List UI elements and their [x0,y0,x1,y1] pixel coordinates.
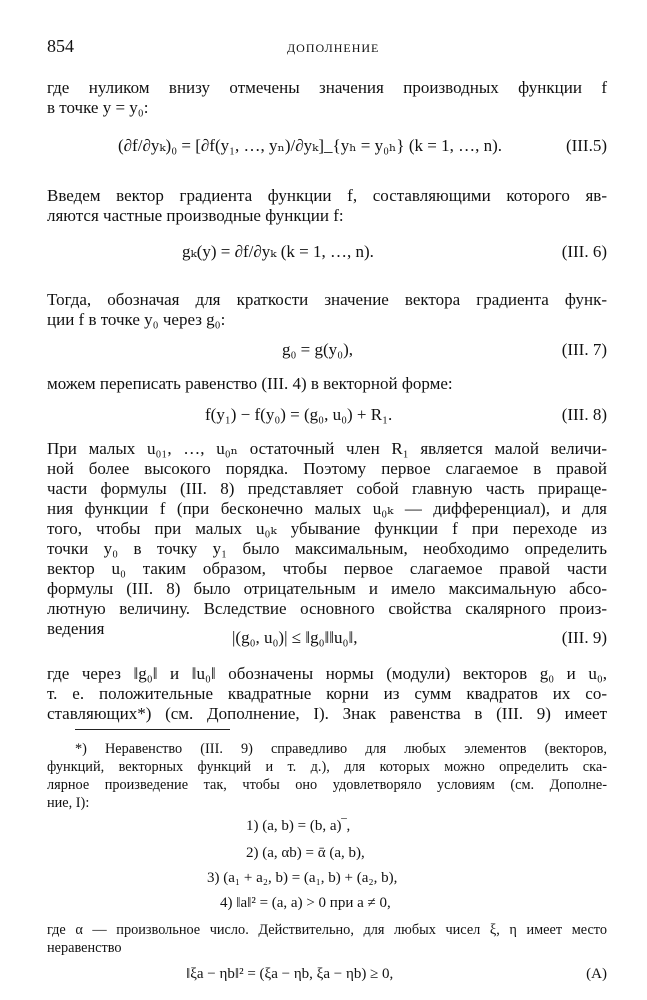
equation-number: (A) [586,966,607,982]
text-line: лютную величину. Вследствие основного свойства скалярного произ- [47,599,607,618]
text-line: того, чтобы при малых u₀ₖ убывание функции f при переходе из [47,519,607,538]
condition-2: 2) (a, αb) = ᾱ (a, b), [246,845,365,861]
equation-number: (III. 7) [561,340,607,359]
equation-III6: gₖ(y) = ∂f/∂yₖ (k = 1, …, n). [182,242,374,261]
text-line: ции f в точке y₀ через g₀: [47,310,226,329]
text-line: Введем вектор градиента функции f, составляющими которого яв- [47,186,607,205]
condition-3: 3) (a₁ + a₂, b) = (a₁, b) + (a₂, b), [207,870,398,886]
text-line: вектор u₀ таким образом, чтобы первое слагаемое правой части [47,559,607,578]
text-line: в точке y = y₀: [47,98,149,117]
equation-number: (III.5) [565,136,607,155]
text-line: формулы (III. 8) было отрицательным и имело максимальную абсо- [47,579,607,598]
text-line: ляются частные производные функции f: [47,206,344,225]
text-line: При малых u₀₁, …, u₀ₙ остаточный член R₁ является малой величи- [47,439,607,458]
footnote-line: неравенство [47,940,122,956]
equation-III8: f(y₁) − f(y₀) = (g₀, u₀) + R₁. [205,405,393,424]
text-line: точки y₀ в точку y₁ было максимальным, необходимо определить [47,539,607,558]
text-line: ной более высокого порядка. Поэтому первое слагаемое в правой [47,459,607,478]
footnote-line: функций, векторных функций и т. д.), для которых можно определить ска- [47,759,607,775]
equation-III7: g₀ = g(y₀), [282,340,354,359]
condition-4: 4) ‖a‖² = (a, a) > 0 при a ≠ 0, [220,895,391,911]
text-line: т. е. положительные квадратные корни из сумм квадратов их со- [47,684,607,703]
text-line: где нуликом внизу отмечены значения производных функции f [47,78,607,97]
text-line: ведения [47,619,105,638]
equation-III9: |(g₀, u₀)| ≤ ‖g₀‖‖u₀‖, [232,628,358,647]
footnote-line: *) Неравенство (III. 9) справедливо для любых элементов (векторов, [75,741,607,757]
equation-A: ‖ξa − ηb‖² = (ξa − ηb, ξa − ηb) ≥ 0, [186,966,394,982]
equation-number: (III. 9) [561,628,607,647]
footnote-rule [75,729,230,730]
footnote-line: ние, I): [47,795,90,811]
text-line: ния функции f (при бесконечно малых u₀ₖ — дифференциал), и для [47,499,607,518]
equation-number: (III. 8) [561,405,607,424]
running-title: ДОПОЛНЕНИЕ [287,41,380,55]
equation-number: (III. 6) [561,242,607,261]
page-number: 854 [47,36,74,56]
text-line: Тогда, обозначая для краткости значение вектора градиента функ- [47,290,607,309]
condition-1: 1) (a, b) = (b, a)‾, [246,818,351,834]
equation-III5: (∂f/∂yₖ)₀ = [∂f(y₁, …, yₙ)/∂yₖ]_{yₕ = y₀ₕ} (k = 1, …, n). [118,136,502,155]
text-line: где через ‖g₀‖ и ‖u₀‖ обозначены нормы (модули) векторов g₀ и u₀, [47,664,607,683]
text-line: части формулы (III. 8) представляет собой главную часть прираще- [47,479,607,498]
footnote-line: лярное произведение так, чтобы оно удовлетворяло условиям (см. Дополне- [47,777,607,793]
footnote-line: где α — произвольное число. Действительно, для любых чисел ξ, η имеет место [47,922,607,938]
text-line: ставляющих*) (см. Дополнение, I). Знак равенства в (III. 9) имеет [47,704,607,723]
text-line: можем переписать равенство (III. 4) в векторной форме: [47,374,453,393]
